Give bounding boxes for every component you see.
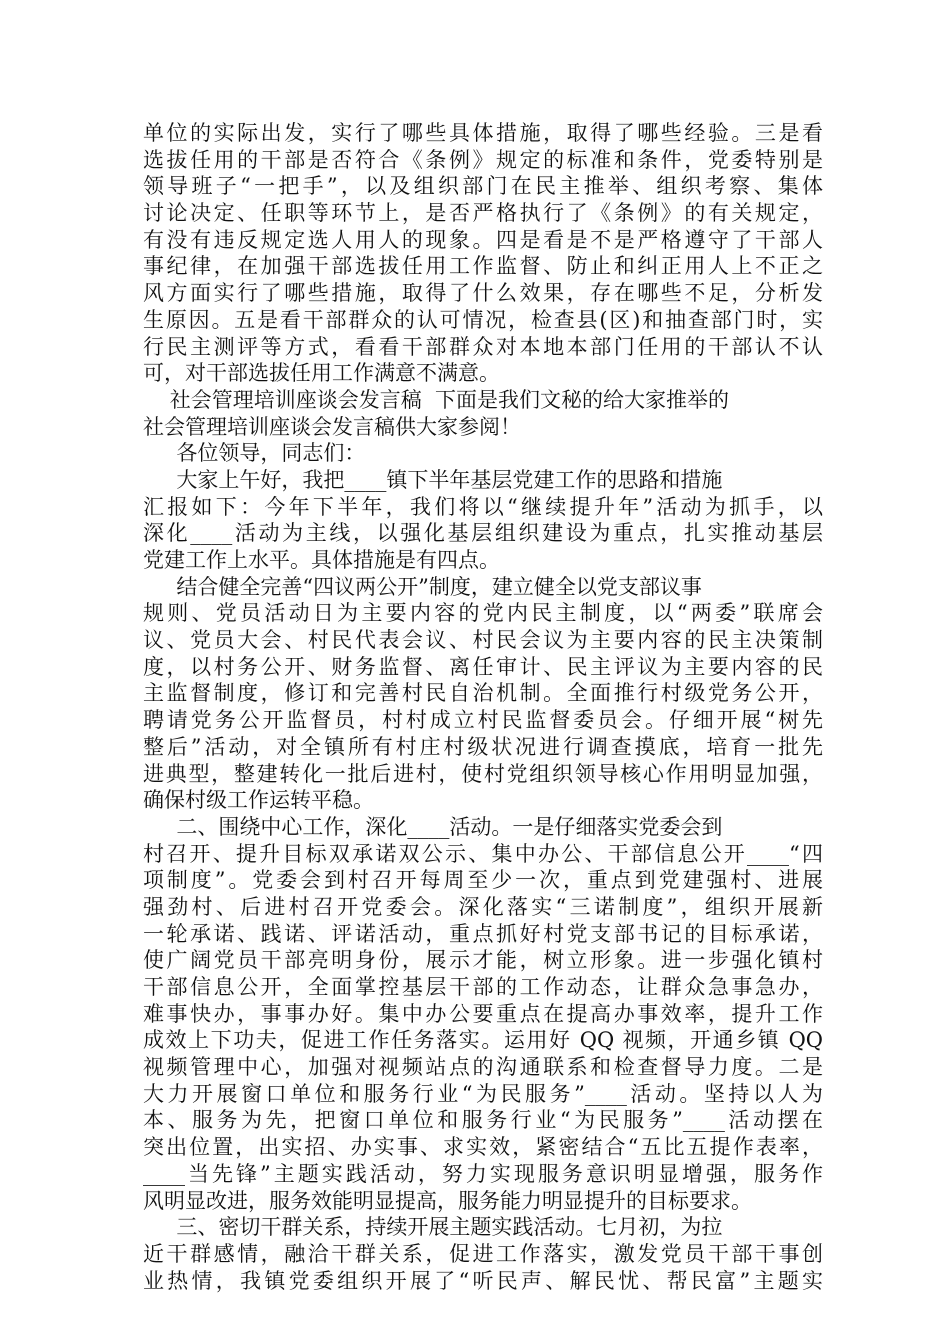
text-line: 党建工作上水平。具体措施是有四点。 xyxy=(143,548,500,572)
text-line: 汇报如下：今年下半年，我们将以“继续提升年”活动为抓手，以 xyxy=(143,494,823,519)
text-line: 大家上午好，我把____镇下半年基层党建工作的思路和措施 xyxy=(143,467,723,492)
text-line: 选拔任用的干部是否符合《条例》规定的标准和条件，党委特别是 xyxy=(143,147,823,172)
text-line: 近干群感情，融洽干群关系，促进工作落实，激发党员干部干事创 xyxy=(143,1241,823,1266)
text-line: 事纪律，在加强干部选拔任用工作监督、防止和纠正用人上不正之 xyxy=(143,254,823,279)
text-line: 突出位置，出实招、办实事、求实效，紧密结合“五比五提作表率， xyxy=(143,1135,823,1160)
text-line: 强劲村、后进村召开党委会。深化落实“三诺制度”，组织开展新 xyxy=(143,894,823,919)
text-line: 社会管理培训座谈会发言稿供大家参阅！ xyxy=(143,414,521,439)
text-line: 三、密切干群关系，持续开展主题实践活动。七月初，为拉 xyxy=(143,1215,723,1240)
text-line: 风明显改进，服务效能明显提高，服务能力明显提升的目标要求。 xyxy=(143,1188,752,1213)
text-line: 进典型，整建转化一批后进村，使村党组织领导核心作用明显加强， xyxy=(143,761,823,786)
text-line: 议、党员大会、村民代表会议、村民会议为主要内容的民主决策制 xyxy=(143,628,823,653)
text-line: 行民主测评等方式，看看干部群众对本地本部门任用的干部认不认 xyxy=(143,334,823,359)
text-line: 干部信息公开，全面掌控基层干部的工作动态，让群众急事急办， xyxy=(143,975,823,999)
text-line: 社会管理培训座谈会发言稿 下面是我们文秘的给大家推举的 xyxy=(143,387,730,412)
text-line: 大力开展窗口单位和服务行业“为民服务”____活动。坚持以人为 xyxy=(143,1081,823,1106)
text-line: 有没有违反规定选人用人的现象。四是看是不是严格遵守了干部人 xyxy=(143,227,823,252)
text-line: 项制度”。党委会到村召开每周至少一次，重点到党建强村、进展 xyxy=(143,868,823,893)
text-line: 讨论决定、任职等环节上，是否严格执行了《条例》的有关规定， xyxy=(143,201,823,226)
text-line: 结合健全完善“四议两公开”制度，建立健全以党支部议事 xyxy=(143,574,702,599)
text-line: 村召开、提升目标双承诺双公示、集中办公、干部信息公开____“四 xyxy=(143,841,823,866)
text-line: 各位领导，同志们： xyxy=(143,441,366,466)
text-line: 聘请党务公开监督员，村村成立村民监督委员会。仔细开展“树先 xyxy=(143,708,823,733)
text-line: 主监督制度，修订和完善村民自治机制。全面推行村级党务公开， xyxy=(143,681,823,706)
text-line: 业热情，我镇党委组织开展了“听民声、解民忧、帮民富”主题实 xyxy=(143,1268,823,1293)
text-line: 确保村级工作运转平稳。 xyxy=(143,788,374,813)
text-line: 深化____活动为主线，以强化基层组织建设为重点，扎实推动基层 xyxy=(143,521,823,546)
text-line: 视频管理中心，加强对视频站点的沟通联系和检查督导力度。二是 xyxy=(143,1055,823,1080)
text-line: 难事快办，事事办好。集中办公要重点在提高办事效率，提升工作 xyxy=(143,1001,823,1026)
text-line: 单位的实际出发，实行了哪些具体措施，取得了哪些经验。三是看 xyxy=(143,121,823,145)
text-line: 可，对干部选拔任用工作满意不满意。 xyxy=(143,361,500,386)
text-line: 成效上下功夫，促进工作任务落实。运用好 QQ 视频，开通乡镇 QQ xyxy=(143,1028,823,1053)
text-line: 生原因。五是看干部群众的认可情况，检查县(区)和抽查部门时，实 xyxy=(143,307,823,332)
text-line: 使广阔党员干部亮明身份，展示才能，树立形象。进一步强化镇村 xyxy=(143,948,823,973)
text-line: 整后”活动，对全镇所有村庄村级状况进行调查摸底，培育一批先 xyxy=(143,734,823,759)
text-line: ____当先锋”主题实践活动，努力实现服务意识明显增强，服务作 xyxy=(143,1161,823,1186)
text-line: 本、服务为先，把窗口单位和服务行业“为民服务”____活动摆在 xyxy=(143,1108,823,1133)
text-line: 风方面实行了哪些措施，取得了什么效果，存在哪些不足，分析发 xyxy=(143,281,823,306)
text-line: 一轮承诺、践诺、评诺活动，重点抓好村党支部书记的目标承诺， xyxy=(143,921,823,946)
text-line: 规则、党员活动日为主要内容的党内民主制度，以“两委”联席会 xyxy=(143,601,823,626)
text-line: 领导班子“一把手”，以及组织部门在民主推举、组织考察、集体 xyxy=(143,174,823,199)
text-line: 二、围绕中心工作，深化____活动。一是仔细落实党委会到 xyxy=(143,814,723,839)
text-line: 度，以村务公开、财务监督、离任审计、民主评议为主要内容的民 xyxy=(143,654,823,679)
document-body xyxy=(143,120,823,1294)
